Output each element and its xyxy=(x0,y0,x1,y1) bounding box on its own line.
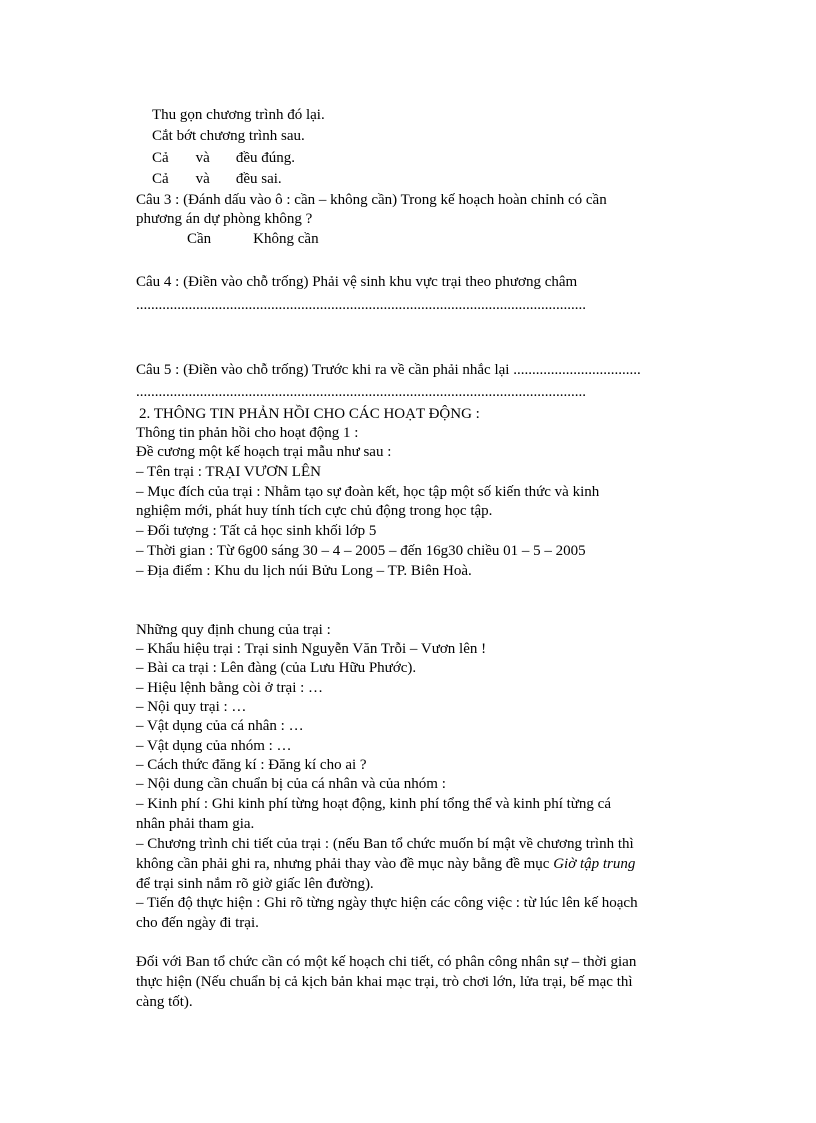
rule-item: – Hiệu lệnh bằng còi ở trại : … xyxy=(136,680,324,696)
rule-item-continued: nhân phải tham gia. xyxy=(136,816,255,832)
rule-item: – Khẩu hiệu trại : Trại sinh Nguyễn Văn Trỗi – Vươn lên ! xyxy=(136,641,487,657)
rule-item: – Nội quy trại : … xyxy=(136,699,247,715)
outline-intro: Đề cương một kế hoạch trại mẫu như sau : xyxy=(136,444,392,460)
q2-option-c-word-3: đều đúng. xyxy=(235,150,296,166)
q3-line-1: Câu 3 : (Đánh dấu vào ô : cần – không cần) Trong kế hoạch hoàn chỉnh có cần xyxy=(136,192,607,208)
q3-option-yes: Cần xyxy=(187,231,212,247)
schedule-rule-line-2 xyxy=(136,854,635,874)
feedback-title: Thông tin phản hồi cho hoạt động 1 : xyxy=(136,425,359,441)
closing-line-3: càng tốt). xyxy=(136,994,193,1010)
q2-option-c-word-1: Cả xyxy=(152,150,169,166)
rule-item: – Cách thức đăng kí : Đăng kí cho ai ? xyxy=(136,757,367,773)
outline-item: – Thời gian : Từ 6g00 sáng 30 – 4 – 2005 – đến 16g30 chiều 01 – 5 – 2005 xyxy=(136,543,586,559)
schedule-rule-line-1: – Chương trình chi tiết của trại : (nếu Ban tổ chức muốn bí mật về chương trình thì xyxy=(136,836,634,852)
q3-options xyxy=(187,229,319,249)
q5-text: Câu 5 : (Điền vào chỗ trống) Trước khi ra về cần phải nhắc lại .................................. xyxy=(136,362,641,378)
q2-option-b: Cắt bớt chương trình sau. xyxy=(152,128,305,144)
q2-option-c-word-2: và xyxy=(195,150,210,166)
schedule-rule-line-3: để trại sinh nắm rõ giờ giấc lên đường). xyxy=(136,876,374,892)
outline-item: – Tên trại : TRẠI VƯƠN LÊN xyxy=(136,464,321,480)
closing-line-1: Đối với Ban tổ chức cần có một kế hoạch chi tiết, có phân công nhân sự – thời gian xyxy=(136,954,637,970)
rule-item: – Bài ca trại : Lên đàng (của Lưu Hữu Phước). xyxy=(136,660,417,676)
schedule-rule-text: không cần phải ghi ra, nhưng phải thay vào đề mục này bằng đề mục xyxy=(136,856,554,872)
progress-rule-line-2: cho đến ngày đi trại. xyxy=(136,915,259,931)
outline-item: – Mục đích của trại : Nhằm tạo sự đoàn kết, học tập một số kiến thức và kinh xyxy=(136,484,600,500)
q3-line-2: phương án dự phòng không ? xyxy=(136,211,313,227)
q3-option-no: Không cần xyxy=(253,231,319,247)
outline-item-continued: nghiệm mới, phát huy tính tích cực chủ động trong học tập. xyxy=(136,503,493,519)
q4-text: Câu 4 : (Điền vào chỗ trống) Phải vệ sinh khu vực trại theo phương châm xyxy=(136,274,578,290)
outline-item: – Đối tượng : Tất cả học sinh khối lớp 5 xyxy=(136,523,377,539)
rule-item: – Vật dụng của cá nhân : … xyxy=(136,718,304,734)
q2-option-d-word-1: Cả xyxy=(152,171,169,187)
schedule-rule-emphasis: Giờ tập trung xyxy=(553,856,636,872)
q2-option-d-word-2: và xyxy=(195,171,210,187)
rule-item: – Nội dung cần chuẩn bị của cá nhân và của nhóm : xyxy=(136,776,446,792)
rule-item: – Vật dụng của nhóm : … xyxy=(136,738,292,754)
closing-line-2: thực hiện (Nếu chuẩn bị cả kịch bản khai mạc trại, trò chơi lớn, lửa trại, bế mạc thì xyxy=(136,974,633,990)
q2-option-d xyxy=(152,169,282,189)
rules-title: Những quy định chung của trại : xyxy=(136,622,331,638)
q2-option-d-word-3: đều sai. xyxy=(235,171,282,187)
section-2-heading: 2. THÔNG TIN PHẢN HỒI CHO CÁC HOẠT ĐỘNG : xyxy=(139,406,480,422)
q2-option-a: Thu gọn chương trình đó lại. xyxy=(152,107,325,123)
progress-rule-line-1: – Tiến độ thực hiện : Ghi rõ từng ngày thực hiện các công việc : từ lúc lên kế hoạch xyxy=(136,895,638,911)
rule-item: – Kinh phí : Ghi kinh phí từng hoạt động, kinh phí tổng thể và kinh phí từng cá xyxy=(136,796,611,812)
q5-answer-blank: ........................................................................................................................ xyxy=(136,384,586,400)
q4-answer-blank: ........................................................................................................................ xyxy=(136,297,586,313)
outline-item: – Địa điểm : Khu du lịch núi Bửu Long – TP. Biên Hoà. xyxy=(136,563,472,579)
q2-option-c xyxy=(152,148,295,168)
